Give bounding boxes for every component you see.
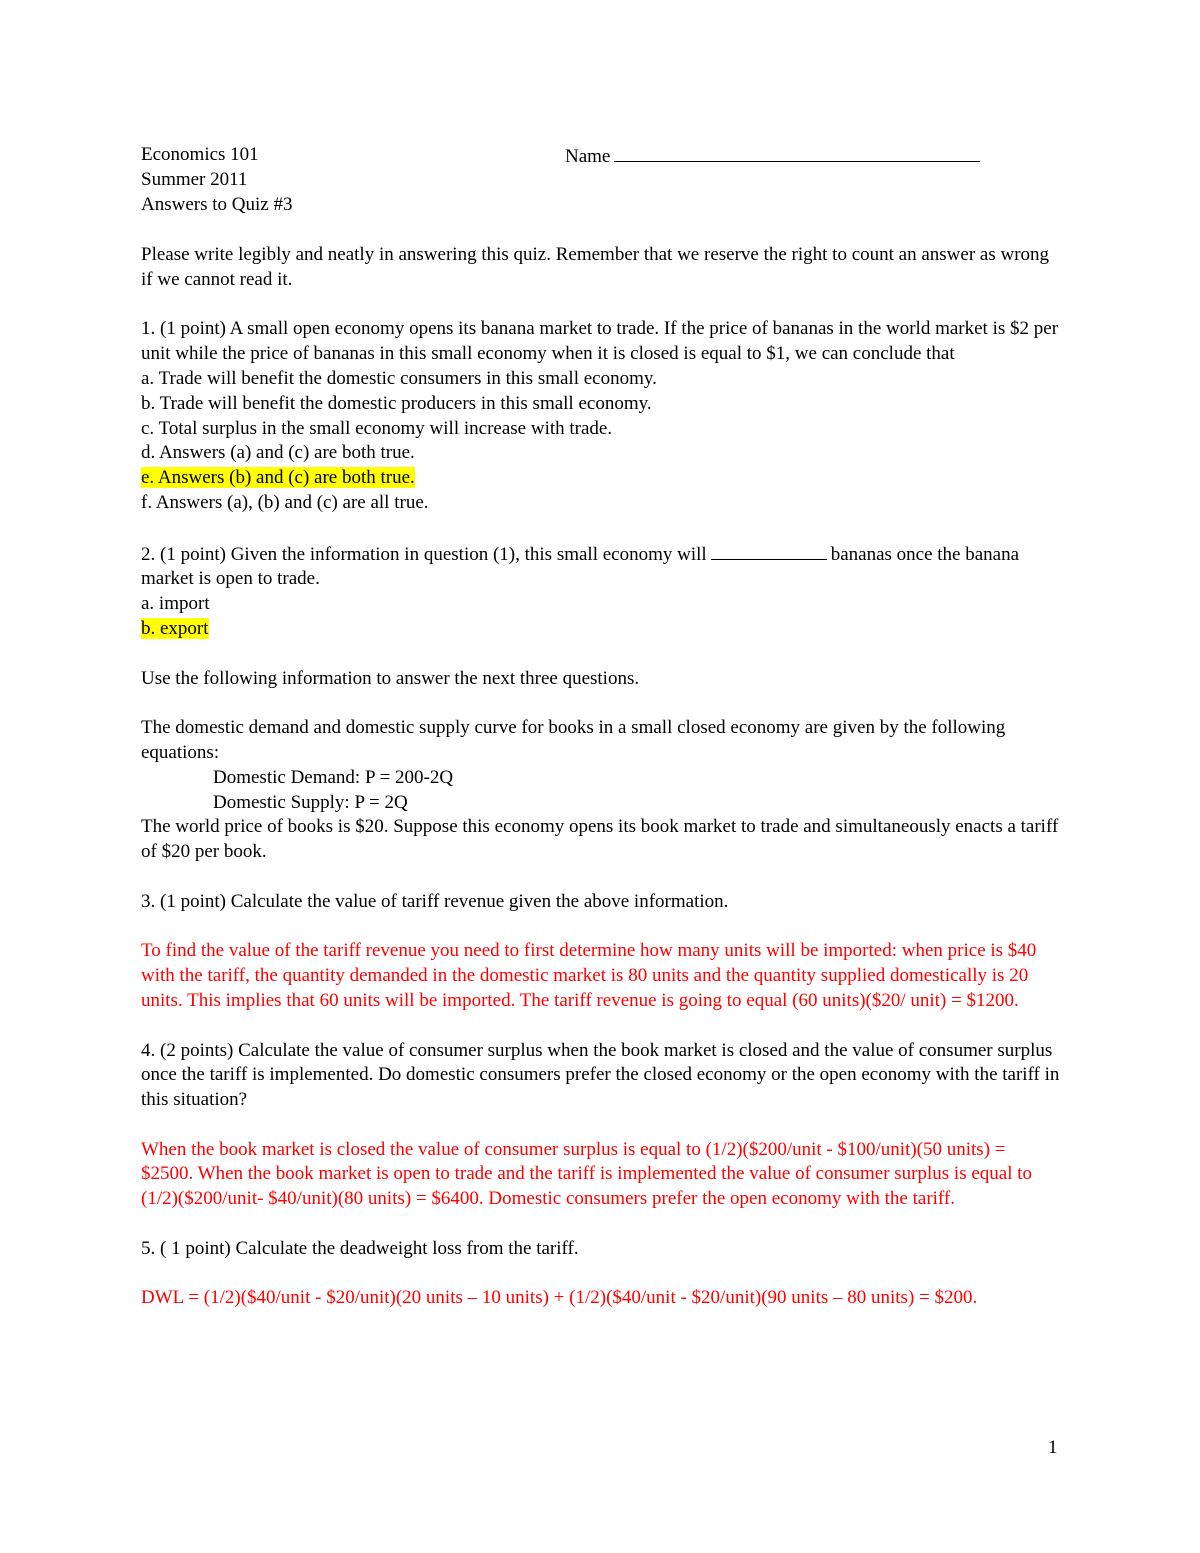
question-1-option-e-answer: e. Answers (b) and (c) are both true.: [141, 467, 415, 489]
supply-equation: Domestic Supply: P = 2Q: [213, 791, 408, 813]
use-info-note: Use the following information to answer the next three questions.: [141, 667, 640, 689]
name-field: [565, 143, 980, 170]
question-2-stem: 2. (1 point) Given the information in question (1), this small economy will bananas once the banana market is open to trade.: [141, 541, 1061, 593]
question-5-answer: DWL = (1/2)($40/unit - $20/unit)(20 units – 10 units) + (1/2)($40/unit - $20/unit)(90 units – 80 units) = $200.: [141, 1287, 978, 1309]
quiz-body: [141, 243, 1061, 1336]
question-2-option-b-answer: b. export: [141, 617, 209, 639]
question-3-answer: To find the value of the tariff revenue you need to first determine how many units will be imported: when price is $40 with the tariff, the quantity demanded in the domestic market is 80 units and the quantity supplied domestically is 20 units. This implies that 60 units will be imported. The tariff revenue is going to equal (60 units)($20/ unit) = $1200.: [141, 940, 1037, 1011]
question-1-option-f: f. Answers (a), (b) and (c) are all true.: [141, 491, 429, 513]
term: Summer 2011: [141, 168, 248, 190]
question-1-option-d: d. Answers (a) and (c) are both true.: [141, 442, 415, 464]
question-4-answer: When the book market is closed the value of consumer surplus is equal to (1/2)($200/unit - $100/unit)(50 units) = $2500. When the book market is open to trade and the tariff is implemented the value of consumer surplus is equal to (1/2)($200/unit- $40/unit)(80 units) = $6400. Domestic consumers prefer the open economy with the tariff.: [141, 1138, 1033, 1210]
name-label: Name: [565, 146, 611, 167]
question-5-stem: 5. ( 1 point) Calculate the deadweight loss from the tariff.: [141, 1237, 579, 1259]
document-title: Answers to Quiz #3: [141, 193, 293, 215]
problem-setup: [141, 716, 1061, 865]
instructions: Please write legibly and neatly in answering this quiz. Remember that we reserve the right to count an answer as wrong if we cannot read it.: [141, 244, 1050, 290]
demand-equation: Domestic Demand: P = 200-2Q: [213, 766, 454, 788]
question-2: [141, 541, 1061, 642]
course-title: Economics 101: [141, 144, 259, 165]
question-1-stem: 1. (1 point) A small open economy opens its banana market to trade. If the price of bananas in the world market is $2 per unit while the price of bananas in this small economy when it is closed is equal to $1, we can conclude that: [141, 318, 1059, 365]
world-price-note: The world price of books is $20. Suppose this economy opens its book market to trade and simultaneously enacts a tariff of $20 per book.: [141, 816, 1059, 863]
question-1-option-b: b. Trade will benefit the domestic producers in this small economy.: [141, 392, 652, 414]
question-1: [141, 317, 1061, 515]
answer-blank: [711, 541, 827, 560]
page-number: 1: [1048, 1437, 1058, 1458]
name-blank: [614, 143, 980, 162]
question-1-option-a: a. Trade will benefit the domestic consumers in this small economy.: [141, 367, 657, 389]
question-2-option-a: a. import: [141, 593, 210, 615]
question-4-stem: 4. (2 points) Calculate the value of consumer surplus when the book market is closed and the value of consumer surplus once the tariff is implemented. Do domestic consumers prefer the closed economy or the open economy with the tariff in this situation?: [141, 1039, 1060, 1111]
question-3-stem: 3. (1 point) Calculate the value of tariff revenue given the above information.: [141, 890, 729, 912]
setup-intro: The domestic demand and domestic supply curve for books in a small closed economy are given by the following equations:: [141, 717, 1006, 763]
question-1-option-c: c. Total surplus in the small economy will increase with trade.: [141, 417, 613, 439]
